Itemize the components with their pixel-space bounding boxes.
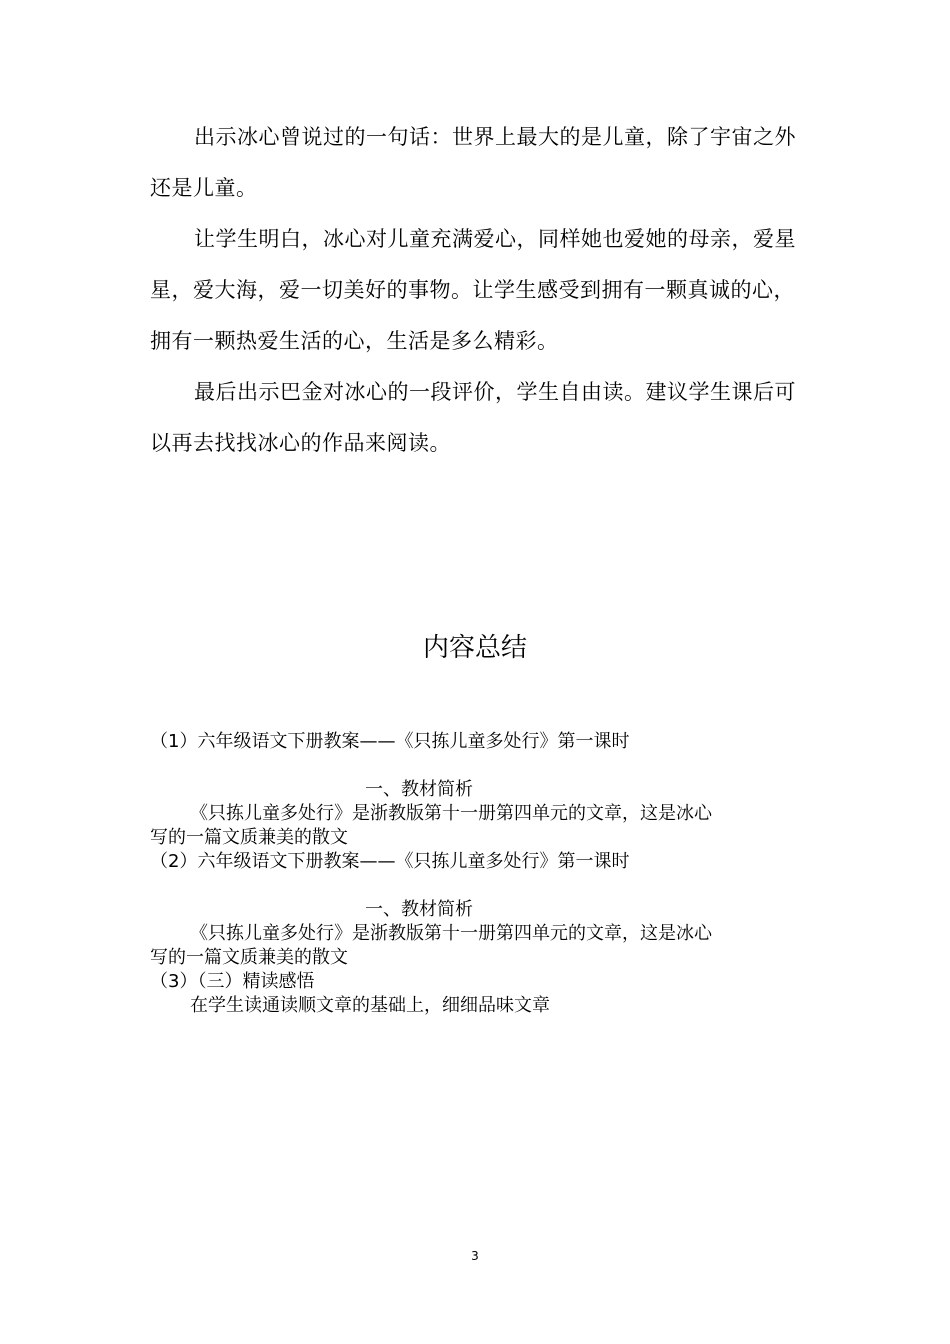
summary-item-2-heading: （2）六年级语文下册教案——《只拣儿童多处行》第一课时 [150,851,630,872]
summary-item-1-text-continued: 写的一篇文质兼美的散文 [150,827,348,848]
summary-section [150,730,800,1018]
paragraph-love: 让学生明白，冰心对儿童充满爱心，同样她也爱她的母亲，爱星星，爱大海，爱一切美好的事物。让学生感受到拥有一颗真诚的心，拥有一颗热爱生活的心，生活是多么精彩。 [150,227,796,353]
summary-item-2-text-continued: 写的一篇文质兼美的散文 [150,947,348,968]
summary-item-1-subheading: 一、教材简析 [365,779,473,800]
paragraph-reading: 最后出示巴金对冰心的一段评价，学生自由读。建议学生课后可以再去找找冰心的作品来阅读。 [150,380,796,455]
summary-item-2-subheading: 一、教材简析 [365,899,473,920]
summary-spacer [150,754,800,778]
summary-title: 内容总结 [422,633,527,663]
summary-item-1-text: 《只拣儿童多处行》是浙教版第十一册第四单元的文章，这是冰心 [190,803,712,824]
summary-spacer [150,874,800,898]
summary-item-3-text: 在学生读通读顺文章的基础上，细细品味文章 [190,995,550,1016]
summary-item-3-heading: （3）（三）精读感悟 [150,971,315,992]
summary-item-1-heading: （1）六年级语文下册教案——《只拣儿童多处行》第一课时 [150,731,630,752]
summary-item-2-text: 《只拣儿童多处行》是浙教版第十一册第四单元的文章，这是冰心 [190,923,712,944]
paragraph-quote: 出示冰心曾说过的一句话：世界上最大的是儿童，除了宇宙之外还是儿童。 [150,125,796,200]
page-number: 3 [471,1249,479,1263]
body-section [150,112,810,469]
